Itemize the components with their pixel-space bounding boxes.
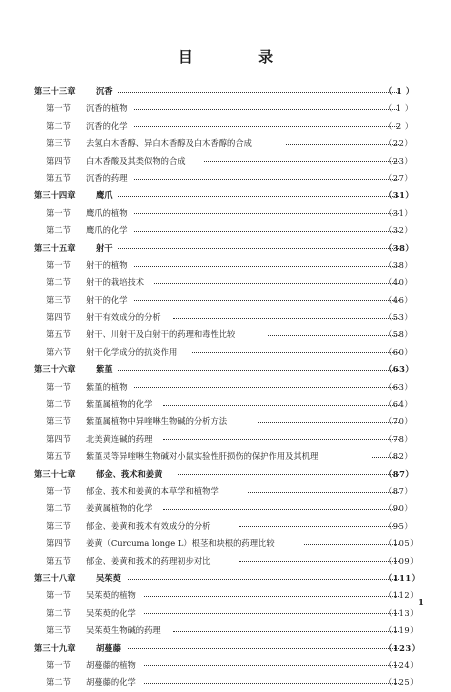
page-reference: （63） — [384, 364, 415, 375]
section-title: 紫堇属植物中异喹啉生物碱的分析方法 — [86, 416, 228, 427]
dot-leader — [173, 318, 399, 319]
dot-leader — [258, 422, 399, 423]
section-title: 胡蔓藤的化学 — [86, 677, 136, 688]
section-number: 第五节 — [46, 451, 71, 462]
dot-leader — [134, 231, 399, 232]
section-title: 紫堇灵等异喹啉生物碱对小鼠实验性肝损伤的保护作用及其机理 — [86, 451, 319, 462]
section-title: 射干的栽培技术 — [86, 277, 145, 288]
dot-leader — [178, 474, 399, 475]
page-reference: （60） — [384, 346, 414, 357]
page-reference: （109） — [384, 555, 419, 566]
page-reference: （82） — [384, 451, 414, 462]
toc-section-row[interactable] — [0, 170, 451, 187]
toc-section-row[interactable] — [0, 292, 451, 309]
toc-section-row[interactable] — [0, 257, 451, 274]
page-reference: （124） — [384, 659, 419, 670]
section-number: 第一节 — [46, 381, 71, 392]
section-number: 第五节 — [46, 555, 71, 566]
toc-section-row[interactable] — [0, 587, 451, 604]
page-reference: （31） — [384, 207, 414, 218]
page-reference: （53） — [384, 312, 414, 323]
section-title: 紫堇属植物的化学 — [86, 399, 153, 410]
dot-leader — [163, 405, 399, 406]
dot-leader — [154, 283, 399, 284]
toc-section-row[interactable] — [0, 657, 451, 674]
dot-leader — [134, 266, 399, 267]
page-reference: （87） — [384, 485, 414, 496]
chapter-number: 第三十七章 — [34, 468, 76, 479]
toc-section-row[interactable] — [0, 309, 451, 326]
chapter-number: 第三十六章 — [34, 364, 76, 375]
dot-leader — [134, 300, 399, 301]
page-reference: （87） — [384, 468, 415, 479]
page-reference: （27） — [384, 172, 414, 183]
toc-section-row[interactable] — [0, 118, 451, 135]
section-number: 第三节 — [46, 138, 71, 149]
dot-leader — [128, 579, 399, 580]
toc-section-row[interactable] — [0, 535, 451, 552]
chapter-number: 第三十九章 — [34, 642, 76, 653]
toc-section-row[interactable] — [0, 153, 451, 170]
section-title: 沉香的药理 — [86, 172, 128, 183]
section-title: 去氢白木香醇、异白木香醇及白木香醇的合成 — [86, 138, 252, 149]
section-title: 沉香的化学 — [86, 120, 128, 131]
dot-leader — [134, 179, 399, 180]
page-title: 目 录 — [177, 48, 304, 66]
section-title: 射干的化学 — [86, 294, 128, 305]
section-number: 第二节 — [46, 277, 71, 288]
toc-section-row[interactable] — [0, 205, 451, 222]
section-number: 第一节 — [46, 207, 71, 218]
toc-chapter-row[interactable] — [0, 466, 451, 483]
page-reference: （22） — [384, 138, 414, 149]
section-title: 吴茱萸的化学 — [86, 607, 136, 618]
dot-leader — [248, 492, 399, 493]
section-title: 姜黄（Curcuma longe L）根茎和块根的药理比较 — [86, 538, 275, 549]
section-title: 射干的植物 — [86, 259, 128, 270]
toc-section-row[interactable] — [0, 222, 451, 239]
toc-section-row[interactable] — [0, 100, 451, 117]
chapter-number: 第三十三章 — [34, 86, 76, 96]
section-number: 第三节 — [46, 416, 71, 427]
toc-section-row[interactable] — [0, 326, 451, 343]
toc-section-row[interactable] — [0, 622, 451, 639]
toc-section-row[interactable] — [0, 344, 451, 361]
section-title: 射干有效成分的分析 — [86, 312, 161, 323]
chapter-title: 紫堇 — [96, 364, 113, 375]
dot-leader — [134, 126, 399, 127]
page-reference: （95） — [384, 520, 414, 531]
section-title: 胡蔓藤的植物 — [86, 659, 136, 670]
page-reference: （111） — [384, 572, 421, 583]
section-title: 吴茱萸生物碱的药理 — [86, 625, 161, 636]
dot-leader — [144, 683, 399, 684]
section-number: 第二节 — [46, 607, 71, 618]
section-number: 第一节 — [46, 103, 71, 114]
toc-section-row[interactable] — [0, 431, 451, 448]
section-number: 第二节 — [46, 399, 71, 410]
toc-section-row[interactable] — [0, 448, 451, 465]
page-reference: （105） — [384, 538, 419, 549]
section-number: 第一节 — [46, 259, 71, 270]
toc-section-row[interactable] — [0, 518, 451, 535]
section-number: 第四节 — [46, 433, 71, 444]
section-title: 射干、川射干及白射干的药理和毒性比较 — [86, 329, 236, 340]
toc-section-row[interactable] — [0, 483, 451, 500]
dot-leader — [239, 526, 399, 527]
section-number: 第二节 — [46, 120, 71, 131]
chapter-title: 胡蔓藤 — [96, 642, 121, 653]
chapter-title: 吴茱萸 — [96, 572, 121, 583]
page-reference: （46） — [384, 294, 414, 305]
chapter-title: 郁金、莪术和姜黄 — [96, 468, 163, 479]
toc-chapter-row[interactable] — [0, 570, 451, 587]
section-title: 鹰爪的植物 — [86, 207, 128, 218]
page-reference: （38） — [384, 242, 415, 253]
toc-section-row[interactable] — [0, 674, 451, 691]
page-reference: （123） — [384, 642, 421, 653]
page-reference: （40） — [384, 277, 414, 288]
dot-leader — [144, 596, 399, 597]
toc-section-row[interactable] — [0, 500, 451, 517]
toc-section-row[interactable] — [0, 413, 451, 430]
section-title: 吴茱萸的植物 — [86, 590, 136, 601]
page-reference: （113） — [384, 607, 419, 618]
toc-chapter-row[interactable] — [0, 187, 451, 204]
section-number: 第四节 — [46, 312, 71, 323]
section-title: 北美黄连碱的药理 — [86, 433, 153, 444]
dot-leader — [163, 439, 399, 440]
section-title: 郁金、姜黄和莪术的药理初步对比 — [86, 555, 211, 566]
dot-leader — [239, 561, 399, 562]
page-reference: （58） — [384, 329, 414, 340]
section-number: 第二节 — [46, 225, 71, 236]
page-reference: （23） — [384, 155, 414, 166]
toc-section-row[interactable] — [0, 553, 451, 570]
page-reference: （32） — [384, 225, 414, 236]
section-title: 紫堇的植物 — [86, 381, 128, 392]
section-number: 第二节 — [46, 503, 71, 514]
section-title: 射干化学成分的抗炎作用 — [86, 346, 178, 357]
chapter-title: 鹰爪 — [96, 190, 113, 201]
section-number: 第三节 — [46, 625, 71, 636]
dot-leader — [192, 352, 399, 353]
dot-leader — [134, 213, 399, 214]
section-number: 第三节 — [46, 520, 71, 531]
page-reference: （64） — [384, 399, 414, 410]
page-reference: （ 1 ） — [384, 86, 415, 96]
dot-leader — [134, 387, 399, 388]
toc-chapter-row[interactable] — [0, 640, 451, 657]
chapter-number: 第三十四章 — [34, 190, 76, 201]
toc-section-row[interactable] — [0, 379, 451, 396]
page-number: 1 — [418, 598, 424, 608]
toc-section-row[interactable] — [0, 605, 451, 622]
toc-chapter-row[interactable] — [0, 361, 451, 378]
dot-leader — [144, 665, 399, 666]
chapter-title: 沉香 — [96, 86, 113, 96]
page-reference: （70） — [384, 416, 414, 427]
dot-leader — [134, 109, 399, 110]
toc-chapter-row[interactable] — [0, 240, 451, 257]
section-title: 郁金、莪术和姜黄的本草学和植物学 — [86, 485, 219, 496]
section-number: 第四节 — [46, 155, 71, 166]
dot-leader — [144, 613, 399, 614]
section-title: 姜黄属植物的化学 — [86, 503, 153, 514]
toc-section-row[interactable] — [0, 135, 451, 152]
dot-leader — [286, 144, 399, 145]
page-reference: （125） — [384, 677, 419, 688]
section-number: 第五节 — [46, 172, 71, 183]
section-number: 第六节 — [46, 346, 71, 357]
chapter-number: 第三十八章 — [34, 572, 76, 583]
chapter-title: 射干 — [96, 242, 113, 253]
dot-leader — [118, 196, 399, 197]
table-of-contents — [0, 83, 451, 692]
chapter-number: 第三十五章 — [34, 242, 76, 253]
toc-section-row[interactable] — [0, 274, 451, 291]
section-title: 白木香酸及其类似物的合成 — [86, 155, 186, 166]
section-number: 第四节 — [46, 538, 71, 549]
page-reference: （112） — [384, 590, 419, 601]
page-reference: （90） — [384, 503, 414, 514]
dot-leader — [163, 509, 399, 510]
section-number: 第一节 — [46, 590, 71, 601]
page-reference: （63） — [384, 381, 414, 392]
page-reference: （78） — [384, 433, 414, 444]
section-number: 第二节 — [46, 677, 71, 688]
page-reference: （ 1 ） — [384, 103, 414, 114]
toc-section-row[interactable] — [0, 396, 451, 413]
page-reference: （ 2 ） — [384, 120, 414, 131]
dot-leader — [118, 248, 399, 249]
dot-leader — [118, 92, 399, 93]
page-reference: （38） — [384, 259, 414, 270]
section-title: 郁金、姜黄和莪术有效成分的分析 — [86, 520, 211, 531]
dot-leader — [173, 631, 399, 632]
section-title: 鹰爪的化学 — [86, 225, 128, 236]
dot-leader — [118, 370, 399, 371]
section-title: 沉香的植物 — [86, 103, 128, 114]
page-reference: （119） — [384, 625, 419, 636]
section-number: 第一节 — [46, 659, 71, 670]
section-number: 第一节 — [46, 485, 71, 496]
dot-leader — [268, 335, 399, 336]
dot-leader — [204, 161, 399, 162]
page-reference: （31） — [384, 190, 415, 201]
section-number: 第三节 — [46, 294, 71, 305]
toc-chapter-row[interactable] — [0, 83, 451, 100]
dot-leader — [128, 648, 399, 649]
section-number: 第五节 — [46, 329, 71, 340]
